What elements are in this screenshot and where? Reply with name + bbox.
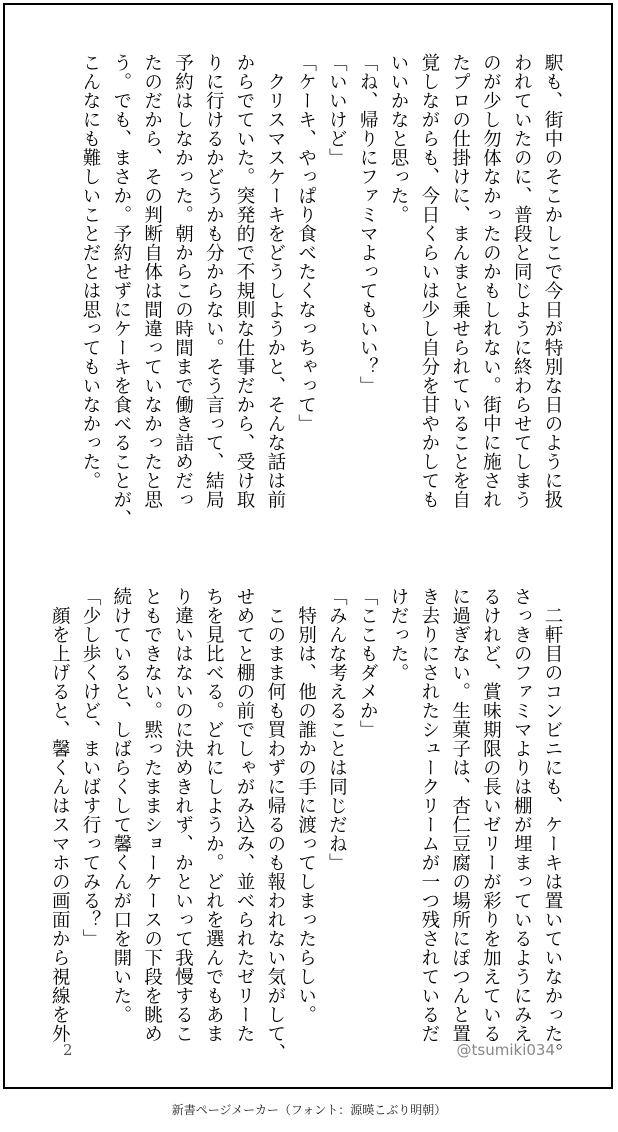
page-number: 2	[63, 1041, 73, 1059]
generator-caption: 新書ページメーカー（フォント：源暎こぶり明朝）	[171, 1103, 447, 1117]
author-handle: @tsumiki034	[456, 1041, 555, 1059]
lower-text-block: 二軒目のコンビニにも、ケーキは置いていなかった。 さっきのファミマよりは棚が埋まっているようにみえ るけれど、賞味期限の長いゼリーが彩りを加えている に過ぎない。生菓子は、杏仁豆腐の場所にぽつんと置 き去りにされたシュークリームが一つ残されているだ けだった。 「ここもダメか」 「みんな考えることは同じだね」 特別は、他の誰かの手に渡ってしまったらしい。 このまま何も買わずに帰るのも報われない気がして、 せめてと棚の前でしゃがみ込み、並べられたゼリーた ちを見比べる。どれにしようか。どれを選んでもあま り違いはないのに決めきれず、かといって我慢するこ ともできない。黙ったままショーケースの下段を眺め 続けていると、しばらくして馨くんが口を開いた。 「少し歩くけど、まいばす行ってみる？」 顔を上げると、馨くんはスマホの画面から視線を外	[49, 587, 563, 1062]
upper-text-block: 駅も、街中のそこかしこで今日が特別な日のように扱 われていたのに、普段と同じように終わらせてしまう のが少し勿体なかったのかもしれない。街中に施され たプロの仕掛けに、まんまと乗せられていることを自 覚しながらも、今日くらいは少し自分を甘やかしても いいかなと思った。 「ね、帰りにファミマよってもいい？」 「いいけど」 「ケーキ、やっぱり食べたくなっちゃって」 クリスマスケーキをどうしようかと、そんな話は前 からでていた。突発的で不規則な仕事だから、受け取 りに行けるかどうかも分からない。そう言って、結局 予約はしなかった。朝からこの時間まで働き詰めだっ たのだから、その判断自体は間違っていなかったと思 う。でも、まさか。予約せずにケーキを食べることが、 こんなにも難しいことだとは思ってもいなかった。	[80, 53, 563, 528]
novel-page	[3, 3, 613, 1089]
